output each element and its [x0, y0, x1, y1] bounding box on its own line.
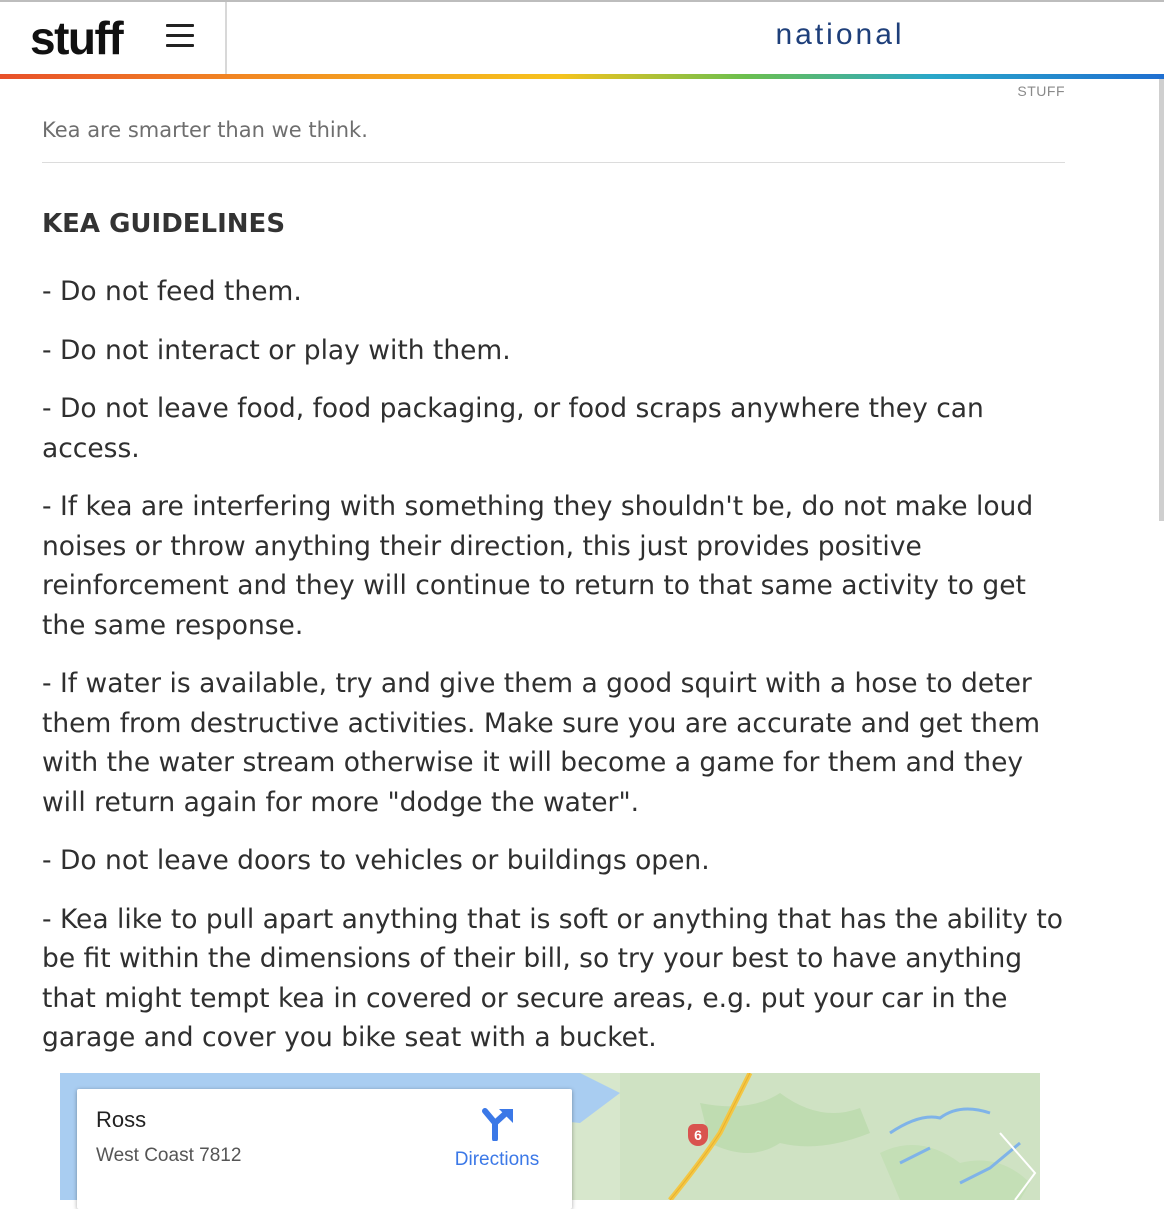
guideline-paragraph: - Do not leave food, food packaging, or food scraps anywhere they can access. [42, 393, 984, 464]
article-heading: KEA GUIDELINES [42, 209, 286, 239]
section-title-area [0, 2, 1164, 74]
directions-label: Directions [454, 1149, 540, 1170]
guideline-paragraph: - Do not leave doors to vehicles or buildings open. [42, 845, 710, 876]
place-card[interactable] [77, 1089, 572, 1209]
brand-rainbow-bar [0, 74, 1164, 79]
guideline-paragraph: - If water is available, try and give them a good squirt with a hose to deter them from destructive activities. Make sure you are accurate and get them with the water stream otherwise it will become a game for them and they will return again for more "dodge the water". [42, 668, 1041, 818]
guideline-paragraph: - Do not interact or play with them. [42, 334, 511, 366]
section-title[interactable]: national [775, 18, 905, 51]
highway-marker [688, 1124, 708, 1146]
caption-divider [42, 162, 1065, 163]
place-address: West Coast 7812 [96, 1145, 242, 1166]
page-scrollbar[interactable] [1159, 79, 1164, 521]
article-body [42, 204, 1072, 1077]
stuff-logo[interactable]: stuff [30, 12, 123, 64]
directions-button[interactable] [449, 1107, 545, 1171]
image-credit: STUFF [1017, 83, 1065, 99]
guideline-paragraph: - If kea are interfering with something they shouldn't be, do not make loud noises or throw anything their direction, this just provides positive reinforcement and they will continue to return to that same activity to get the same response. [42, 491, 1034, 641]
guideline-paragraph: - Do not feed them. [42, 276, 302, 307]
place-name: Ross [96, 1107, 147, 1132]
directions-arrow-icon [479, 1107, 515, 1141]
image-caption: Kea are smarter than we think. [42, 118, 368, 142]
highway-number: 6 [694, 1127, 702, 1143]
guideline-paragraph: - Kea like to pull apart anything that is soft or anything that has the ability to be fit within the dimensions of their bill, so try your best to have anything that might tempt kea in covered or secure areas, e.g. put your car in the garage and cover you bike seat with a bucket. [42, 903, 1064, 1053]
